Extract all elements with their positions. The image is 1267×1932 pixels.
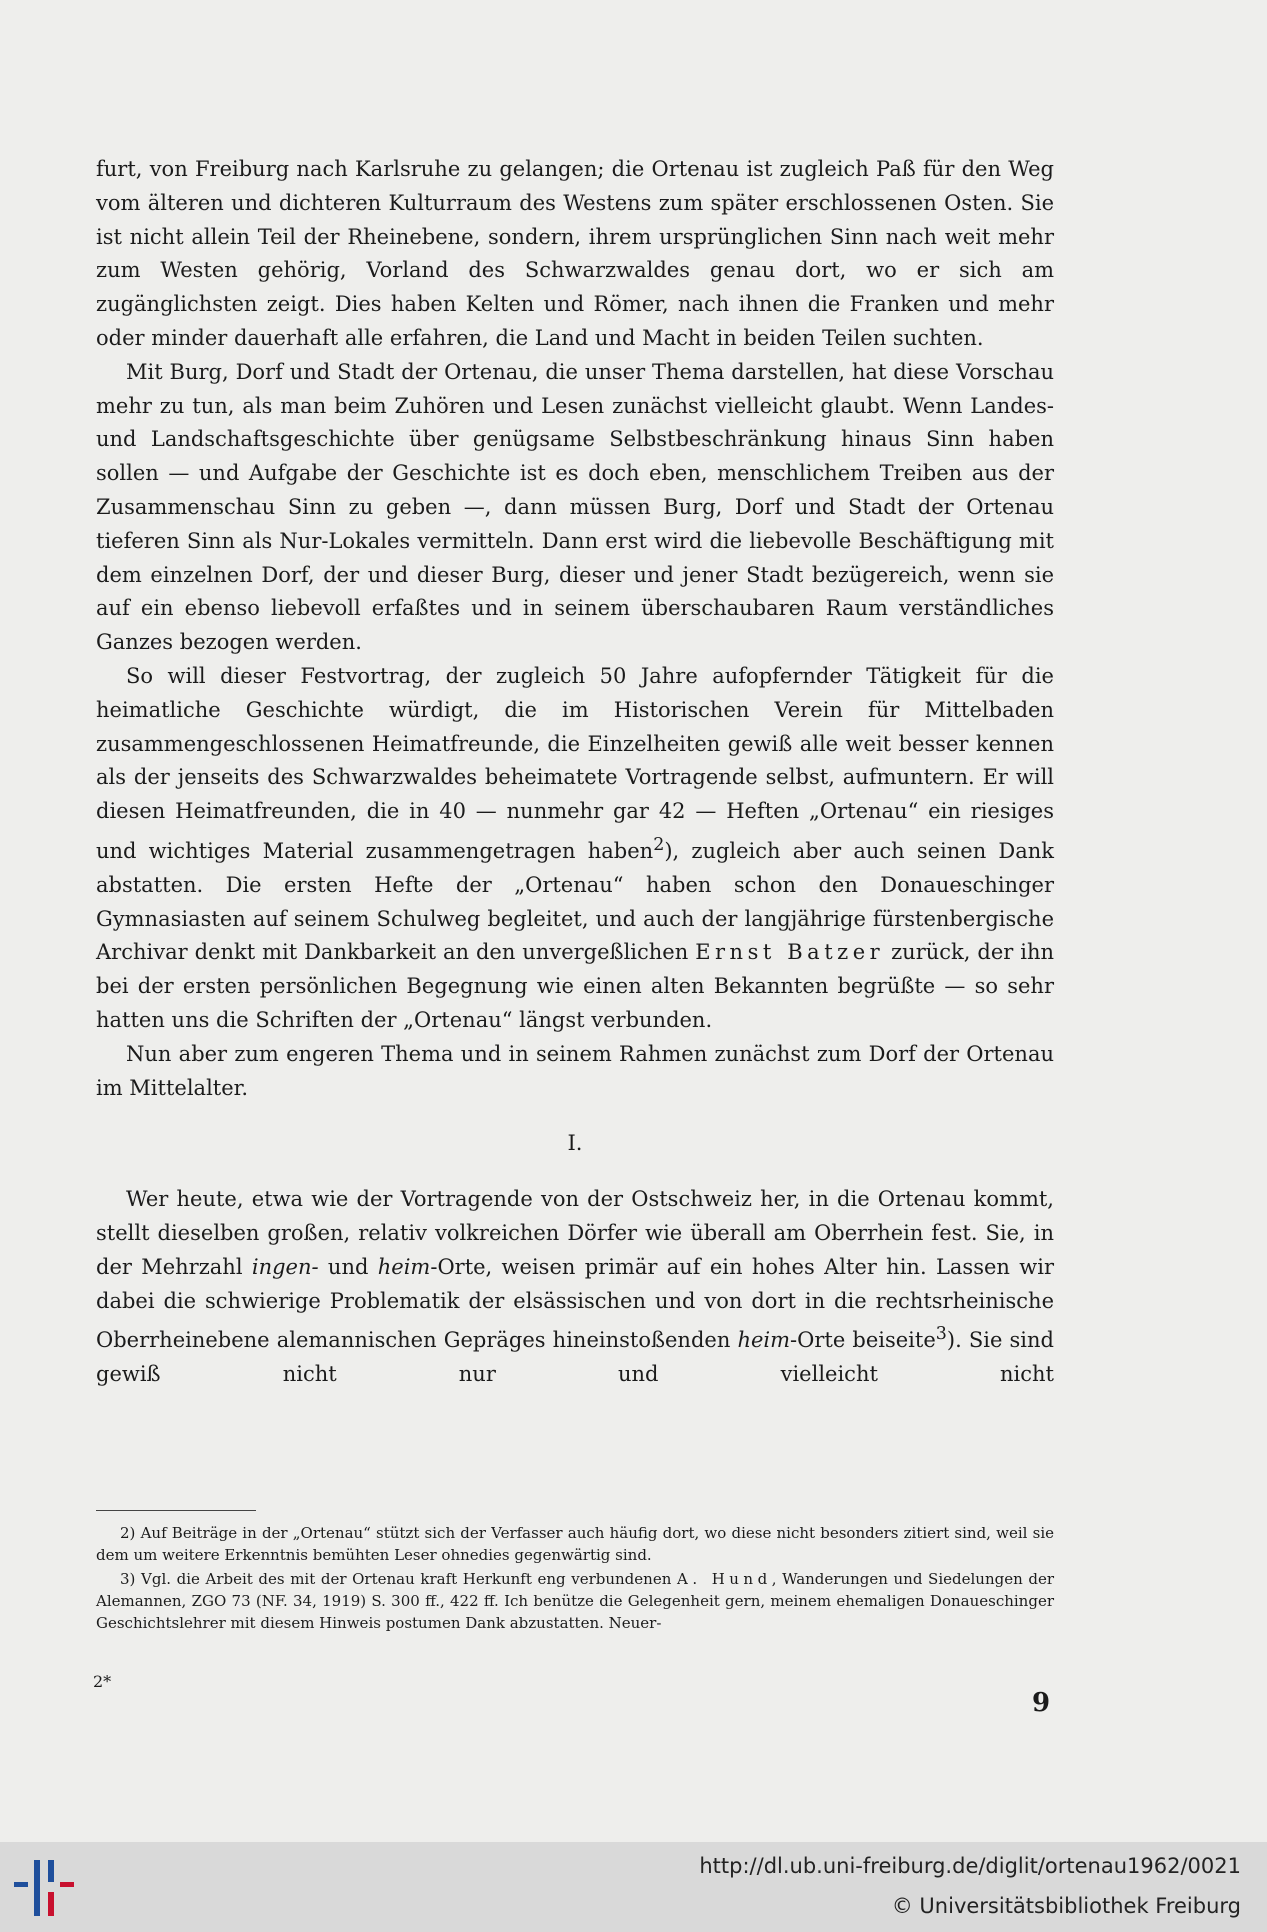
footnote-ref: 2 (653, 834, 665, 855)
footnote-3: 3) Vgl. die Arbeit des mit der Ortenau kraft Herkunft eng verbundenen A. Hund, Wanderungen und Siedelungen der Alemannen, ZGO 73 (NF. 34, 1919) S. 300 ff., 422 ff. Ich benütze die Gelegenheit gern, meinem ehemaligen Donaueschinger Geschichtslehrer mit diesem Hinweis postumen Dank abzustatten. Neuer- (96, 1570, 1054, 1632)
footnotes (96, 1522, 1054, 1636)
permalink-url[interactable]: http://dl.ub.uni-freiburg.de/diglit/ortenau1962/0021 (699, 1854, 1241, 1878)
body-text (96, 153, 1054, 1392)
signature-mark: 2* (93, 1672, 112, 1691)
paragraph: Mit Burg, Dorf und Stadt der Ortenau, die unser Thema darstellen, hat diese Vorschau mehr zu tun, als man beim Zuhören und Lesen zunächst vielleicht glaubt. Wenn Landes- und Landschaftsgeschichte über genügsame Selbstbeschränkung hinaus Sinn haben sollen — und Aufgabe der Geschichte ist es doch eben, menschlichem Treiben aus der Zusammenschau Sinn zu geben —, dann müssen Burg, Dorf und Stadt der Ortenau tieferen Sinn als Nur-Lokales vermitteln. Dann erst wird die liebevolle Beschäftigung mit dem einzelnen Dorf, der und dieser Burg, dieser und jener Stadt bezügereich, wenn sie auf ein ebenso liebevoll erfaßtes und in seinem überschaubaren Raum verständliches Ganzes bezogen werden. (96, 359, 1054, 655)
footnote-ref: 3 (935, 1324, 947, 1345)
paragraph: Wer heute, etwa wie der Vortragende von der Ostschweiz her, in die Ortenau kommt, stellt dieselben großen, relativ volkreichen Dörfer wie überall am Oberrhein fest. Sie, in der Mehrzahl ingen- und heim-Orte, weisen primär auf ein hohes Alter hin. Lassen wir dabei die schwierige Problematik der elsässischen und von dort in die rechtsrheinische Oberrheinebene alemannischen Gepräges hineinstoßenden heim-Orte beiseite$^3$). Sie sind gewiß nicht nur und vielleicht nicht (96, 1187, 1054, 1387)
section-heading: I. (567, 1131, 583, 1156)
ub-freiburg-logo-icon[interactable] (14, 1852, 78, 1922)
person-name: A. Hund (676, 1570, 772, 1588)
paragraph: So will dieser Festvortrag, der zugleich 50 Jahre aufopfernder Tätigkeit für die heimatliche Geschichte würdigt, die im Historischen Verein für Mittelbaden zusammengeschlossenen Heimatfreunde, die Einzelheiten gewiß alle weit besser kennen als der jenseits des Schwarzwaldes beheimatete Vortragende selbst, aufmuntern. Er will diesen Heimatfreunden, die in 40 — nunmehr gar 42 — Heften „Ortenau“ ein riesiges und wichtiges Material zusammengetragen haben$^2$), zugleich aber auch seinen Dank abstatten. Die ersten Hefte der „Ortenau“ haben schon den Donaueschinger Gymnasiasten auf seinem Schulweg begleitet, und auch der langjährige fürstenbergische Archivar denkt mit Dankbarkeit an den unvergeßlichen Ernst Batzer zurück, der ihn bei der ersten persönlichen Begegnung wie einen alten Bekannten begrüßte — so sehr hatten uns die Schriften der „Ortenau“ längst verbunden. (96, 663, 1054, 1032)
paragraph: Nun aber zum engeren Thema und in seinem Rahmen zunächst zum Dorf der Ortenau im Mittelalter. (96, 1041, 1054, 1100)
footnote-divider (96, 1510, 256, 1511)
person-name: Ernst Batzer (695, 940, 885, 965)
footnote-2: 2) Auf Beiträge in der „Ortenau“ stützt sich der Verfasser auch häufig dort, wo diese nicht besonders zitiert sind, weil sie dem um weitere Erkenntnis bemühten Leser ohnedies gegenwärtig sind. (96, 1524, 1054, 1564)
page-number: 9 (1032, 1688, 1051, 1718)
copyright-notice: © Universitätsbibliothek Freiburg (891, 1894, 1241, 1918)
footer-bar (0, 1842, 1267, 1932)
paragraph: furt, von Freiburg nach Karlsruhe zu gelangen; die Ortenau ist zugleich Paß für den Weg vom älteren und dichteren Kulturraum des Westens zum später erschlossenen Osten. Sie ist nicht allein Teil der Rheinebene, sondern, ihrem ursprünglichen Sinn nach weit mehr zum Westen gehörig, Vorland des Schwarzwaldes genau dort, wo er sich am zugänglichsten zeigt. Dies haben Kelten und Römer, nach ihnen die Franken und mehr oder minder dauerhaft alle erfahren, die Land und Macht in beiden Teilen suchten. (96, 157, 1054, 350)
